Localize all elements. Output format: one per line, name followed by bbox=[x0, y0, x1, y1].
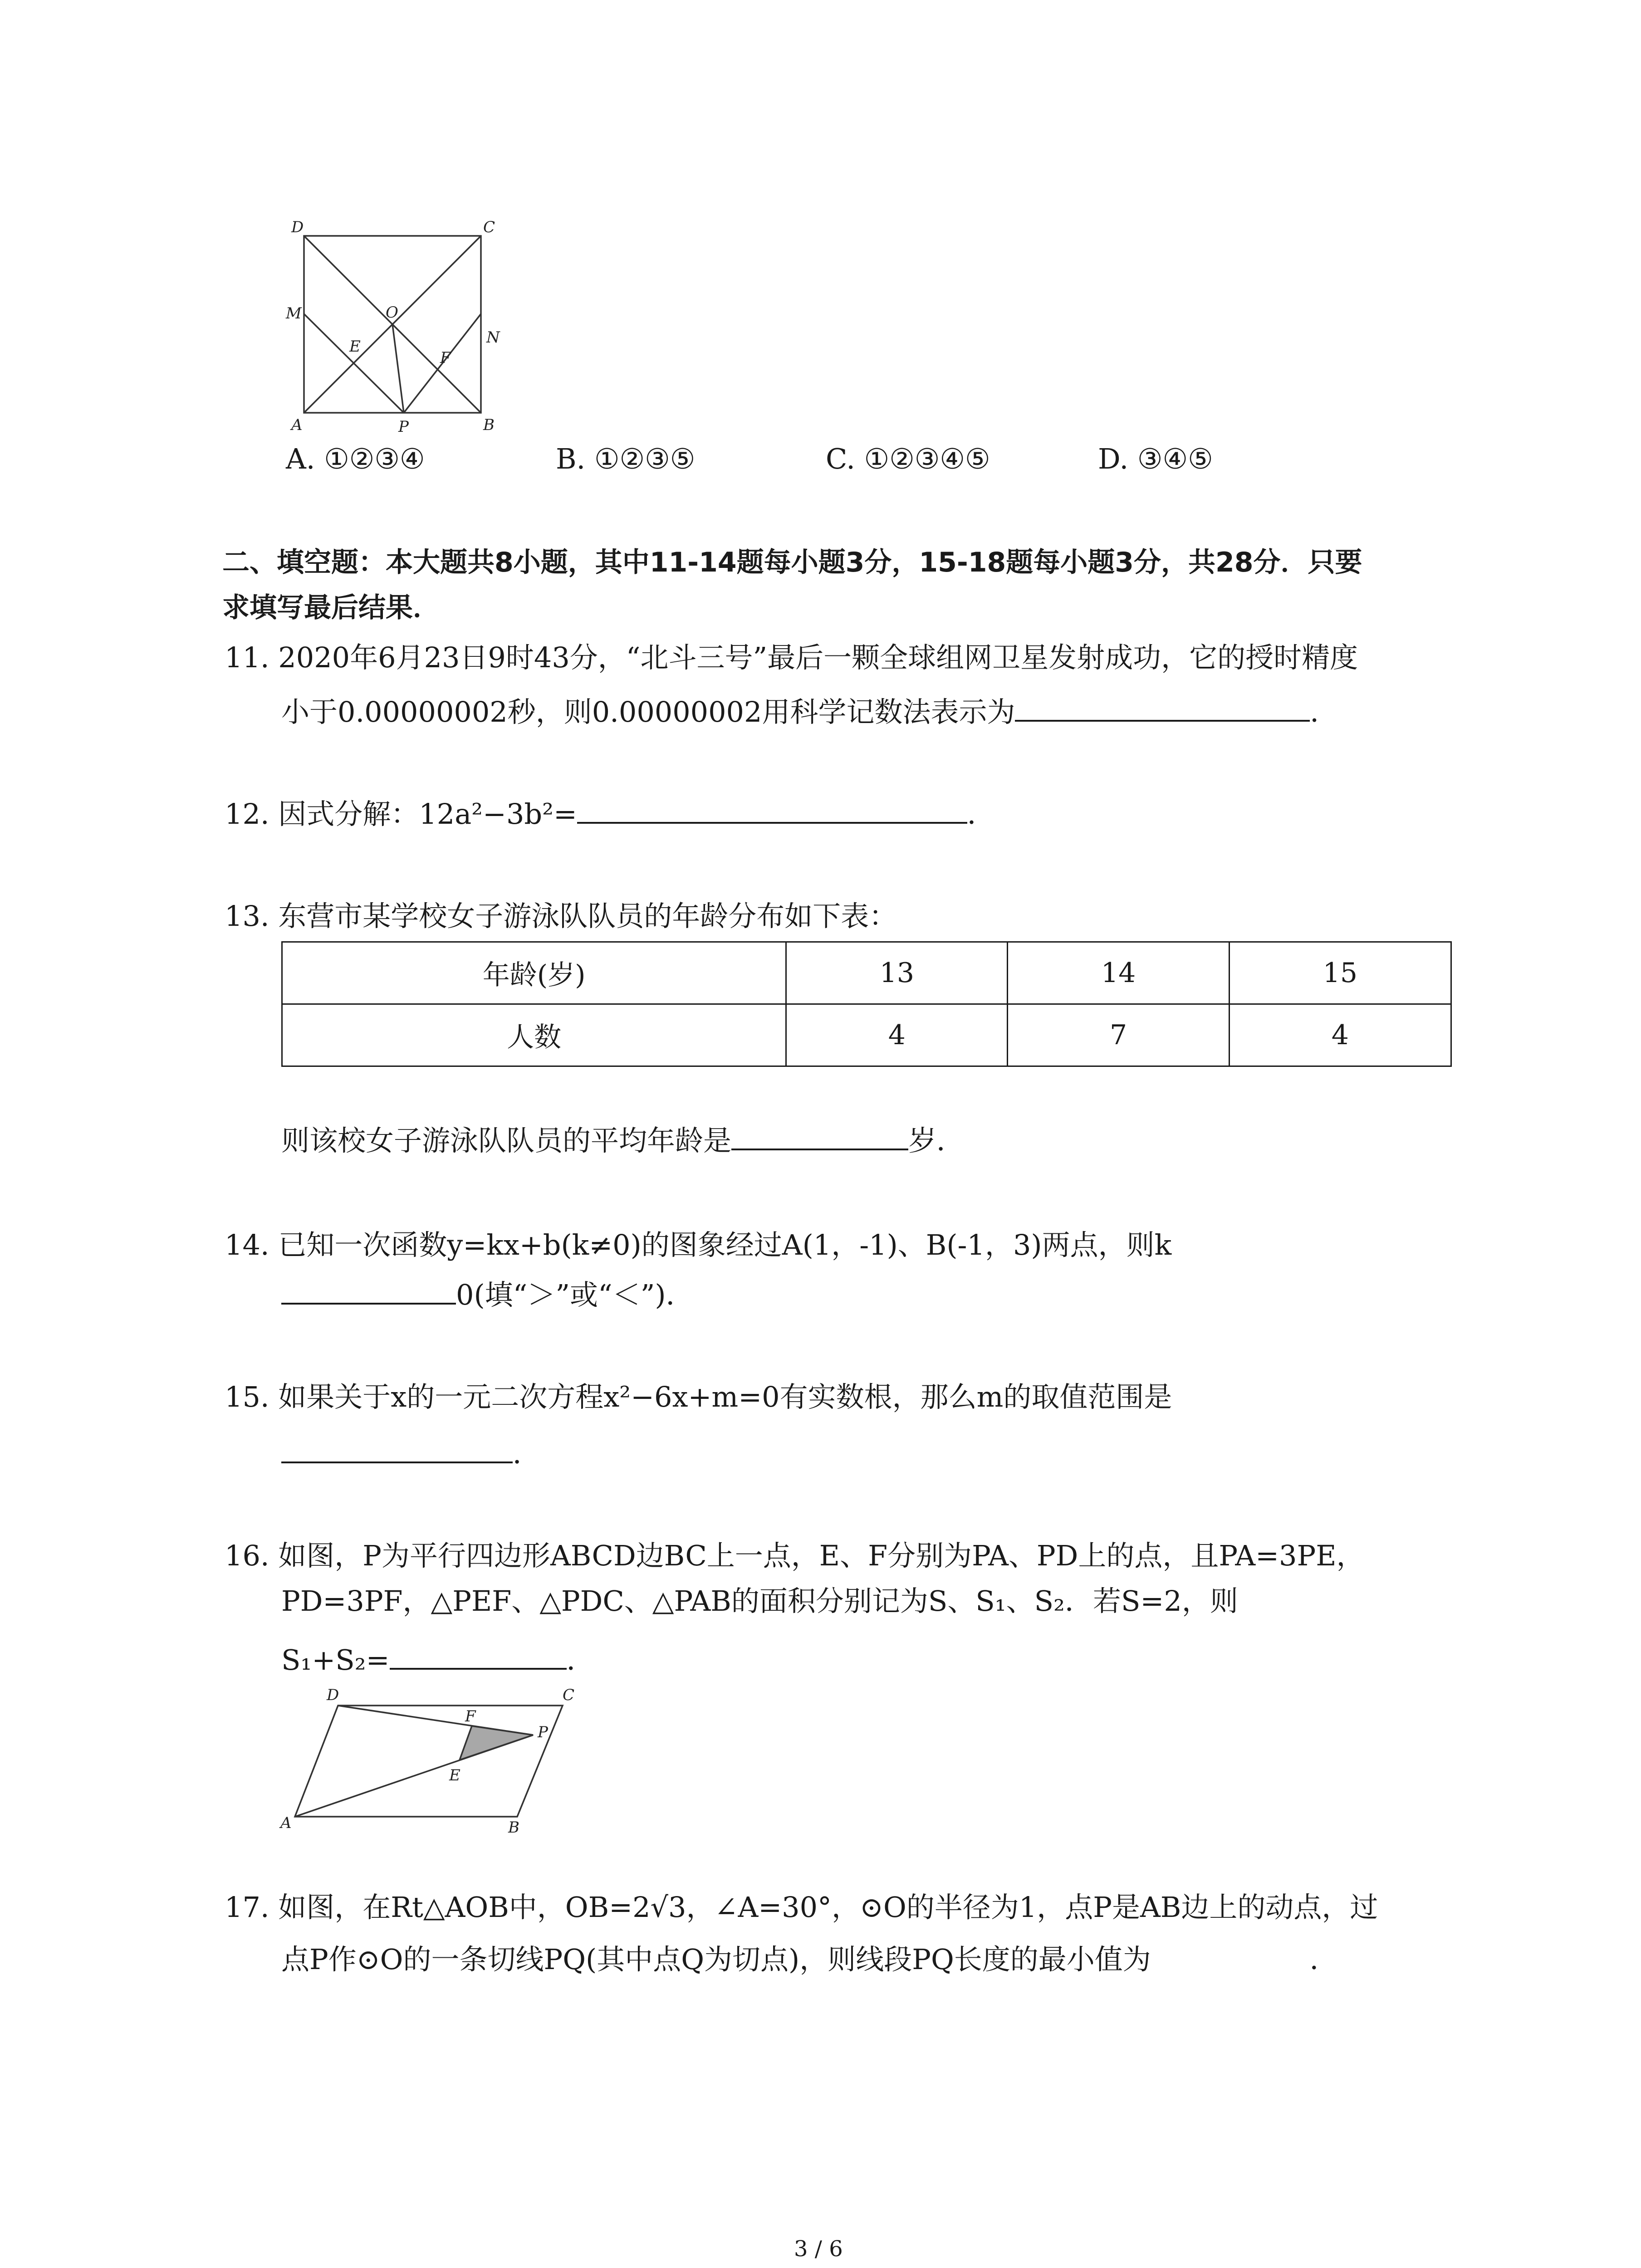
table-row bbox=[282, 1004, 1451, 1066]
square-figure bbox=[281, 213, 517, 440]
q16-line1: 16. 如图，P为平行四边形ABCD边BC上一点，E、F分别为PA、PD上的点，且PA=3PE， bbox=[225, 1539, 1365, 1572]
q17-line2 bbox=[281, 1939, 1338, 1980]
q16-end: ． bbox=[566, 1643, 595, 1677]
table-row bbox=[282, 942, 1451, 1004]
fig2-label-b: B bbox=[508, 1818, 519, 1837]
fig2-label-f: F bbox=[465, 1707, 476, 1725]
table-cell: 4 bbox=[786, 1004, 1008, 1066]
q15-answer-blank[interactable] bbox=[281, 1433, 513, 1463]
fig1-label-d: D bbox=[291, 218, 304, 236]
fig2-label-d: D bbox=[327, 1686, 339, 1704]
q16-line2: PD=3PF，△PEF、△PDC、△PAB的面积分别记为S、S₁、S₂．若S=2，则 bbox=[281, 1584, 1238, 1618]
q17-line1: 17. 如图，在Rt△AOB中，OB=2√3，∠A=30°，⊙O的半径为1，点P是AB边上的动点，过 bbox=[225, 1891, 1378, 1924]
q11-answer-blank[interactable] bbox=[1015, 692, 1310, 722]
fig2-label-e: E bbox=[449, 1766, 460, 1784]
parallelogram-figure bbox=[272, 1683, 590, 1842]
fig1-label-e: E bbox=[349, 337, 361, 356]
section-2-heading: 二、填空题：本大题共8小题，其中11-14题每小题3分，15-18题每小题3分，共28分．只要 bbox=[222, 547, 1362, 578]
fig2-label-a: A bbox=[280, 1814, 292, 1832]
q12-end: ． bbox=[967, 797, 995, 831]
q17-line2-text: 点P作⊙O的一条切线PQ(其中点Q为切点)，则线段PQ长度的最小值为 bbox=[281, 1943, 1151, 1976]
q12-line bbox=[225, 794, 995, 835]
section-2-heading-cont: 求填写最后结果． bbox=[222, 592, 440, 624]
fig1-label-n: N bbox=[486, 328, 500, 347]
q15-line2 bbox=[281, 1433, 541, 1474]
table-cell: 15 bbox=[1229, 942, 1451, 1004]
q14-line2 bbox=[281, 1275, 694, 1315]
choice-c: C. ①②③④⑤ bbox=[826, 442, 990, 475]
q17-end: ． bbox=[1309, 1943, 1338, 1976]
fig2-label-p: P bbox=[538, 1723, 548, 1741]
table-cell: 14 bbox=[1008, 942, 1229, 1004]
fig1-label-m: M bbox=[286, 304, 302, 323]
fig1-label-o: O bbox=[386, 303, 398, 322]
choice-b: B. ①②③⑤ bbox=[556, 442, 696, 475]
q12-answer-blank[interactable] bbox=[577, 794, 967, 824]
choice-d: D. ③④⑤ bbox=[1098, 442, 1213, 475]
q11-line1: 11. 2020年6月23日9时43分，“北斗三号”最后一颗全球组网卫星发射成功，它的授时精度 bbox=[225, 641, 1358, 674]
fig2-label-c: C bbox=[563, 1686, 575, 1704]
fig1-label-b: B bbox=[483, 416, 495, 434]
age-table bbox=[281, 941, 1452, 1067]
fig1-label-p: P bbox=[398, 418, 409, 436]
q14-answer-blank[interactable] bbox=[281, 1275, 456, 1305]
q13-after bbox=[281, 1120, 965, 1161]
table-cell: 7 bbox=[1008, 1004, 1229, 1066]
q16-line3 bbox=[281, 1640, 595, 1681]
table-cell: 人数 bbox=[282, 1004, 786, 1066]
q13-after-suffix: 岁． bbox=[908, 1124, 965, 1157]
page-number: 3 / 6 bbox=[794, 2236, 843, 2262]
q11-end: ． bbox=[1310, 695, 1338, 728]
fig1-label-a: A bbox=[291, 416, 303, 434]
table-cell: 13 bbox=[786, 942, 1008, 1004]
table-cell: 年龄(岁) bbox=[282, 942, 786, 1004]
q16-answer-blank[interactable] bbox=[390, 1640, 567, 1670]
q11-text: 小于0.00000002秒，则0.00000002用科学记数法表示为 bbox=[281, 695, 1015, 728]
q14-line1: 14. 已知一次函数y=kx+b(k≠0)的图象经过A(1，-1)、B(-1，3)两点，则k bbox=[225, 1228, 1172, 1261]
choice-a: A. ①②③④ bbox=[286, 442, 425, 475]
fig1-label-c: C bbox=[483, 218, 495, 236]
q13-after-prefix: 则该校女子游泳队队员的平均年龄是 bbox=[281, 1124, 732, 1157]
q13-answer-blank[interactable] bbox=[731, 1120, 908, 1150]
q11-line2 bbox=[281, 692, 1338, 733]
q15-end: ． bbox=[513, 1437, 541, 1470]
q13-text: 13. 东营市某学校女子游泳队队员的年龄分布如下表： bbox=[225, 899, 897, 933]
q12-text: 12. 因式分解：12a²−3b²= bbox=[225, 797, 577, 831]
fig1-label-f: F bbox=[440, 349, 451, 367]
q16-line3-text: S₁+S₂= bbox=[281, 1643, 390, 1677]
q14-line2-suffix: 0(填“＞”或“＜”)． bbox=[456, 1278, 694, 1311]
q15-line1: 15. 如果关于x的一元二次方程x²−6x+m=0有实数根，那么m的取值范围是 bbox=[225, 1380, 1172, 1413]
table-cell: 4 bbox=[1229, 1004, 1451, 1066]
